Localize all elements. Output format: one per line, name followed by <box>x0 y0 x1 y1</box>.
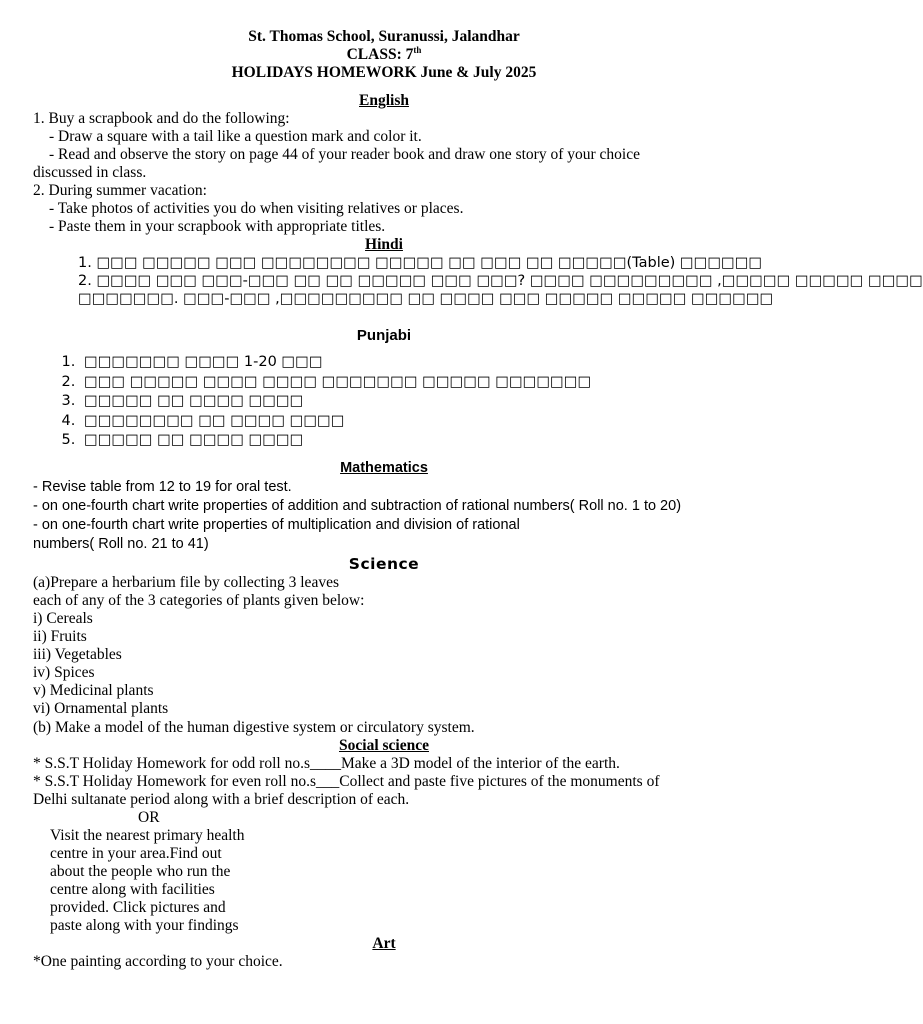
document-title: HOLIDAYS HOMEWORK June & July 2025 <box>231 64 537 81</box>
mathematics-line: - on one-fourth chart write properties of addition and subtraction of rational numbers( Roll no. 1 to 20) <box>33 497 682 514</box>
science-line: each of any of the 3 categories of plants given below: <box>33 591 365 609</box>
social-science-line: Delhi sultanate period along with a brief description of each. <box>33 790 410 808</box>
mathematics-section <box>0 459 768 554</box>
english-line: 2. During summer vacation: <box>33 182 207 199</box>
health-line: centre along with facilities <box>50 880 215 898</box>
hindi-line: □□□□□□□. □□□-□□□ ,□□□□□□□□□ □□ □□□□ □□□ □□□□□ □□□□□ □□□□□□ <box>78 291 774 307</box>
english-body <box>0 110 768 236</box>
english-section <box>0 92 768 236</box>
hindi-section <box>0 236 923 308</box>
english-line: 1. Buy a scrapbook and do the following: <box>33 110 290 127</box>
art-heading: Art <box>372 934 396 952</box>
punjabi-item: 1. □□□□□□□ □□□□ 1-20 □□□ <box>80 353 768 373</box>
hindi-line: 2. □□□□ □□□ □□□-□□□ □□ □□ □□□□□ □□□ □□□? □□□□ □□□□□□□□□ ,□□□□□ □□□□□ □□□□ <box>78 273 923 289</box>
punjabi-item: 4. □□□□□□□□ □□ □□□□ □□□□ <box>80 412 768 432</box>
punjabi-item: 3. □□□□□ □□ □□□□ □□□□ <box>80 392 768 412</box>
english-line: - Read and observe the story on page 44 of your reader book and draw one story of your choice <box>49 146 640 163</box>
mathematics-heading: Mathematics <box>340 459 428 476</box>
health-line: centre in your area.Find out <box>50 844 222 862</box>
science-line: (a)Prepare a herbarium file by collecting 3 leaves <box>33 573 339 591</box>
class-line: CLASS: 7th <box>346 44 422 63</box>
art-line: *One painting according to your choice. <box>33 952 283 970</box>
health-line: about the people who run the <box>50 862 231 880</box>
science-section <box>0 554 768 737</box>
english-line: discussed in class. <box>33 164 147 181</box>
social-science-line: * S.S.T Holiday Homework for even roll no.s___Collect and paste five pictures of the monuments of <box>33 772 660 790</box>
english-line: - Paste them in your scrapbook with appropriate titles. <box>49 218 386 235</box>
art-body <box>0 953 768 971</box>
health-line: paste along with your findings <box>50 916 239 934</box>
punjabi-heading: Punjabi <box>356 327 412 344</box>
science-line: iii) Vegetables <box>33 645 122 663</box>
mathematics-line: - Revise table from 12 to 19 for oral test. <box>33 478 292 495</box>
social-science-body <box>0 755 768 935</box>
english-heading: English <box>359 92 409 109</box>
english-line: - Draw a square with a tail like a question mark and color it. <box>49 128 422 145</box>
school-name: St. Thomas School, Suranussi, Jalandhar <box>248 28 520 45</box>
hindi-body <box>0 254 923 308</box>
social-science-heading: Social science <box>339 736 429 754</box>
science-heading: Science <box>348 554 420 573</box>
social-science-line: * S.S.T Holiday Homework for odd roll no.s____Make a 3D model of the interior of the earth. <box>33 754 620 772</box>
science-body <box>0 574 768 737</box>
hindi-line: 1. □□□ □□□□□ □□□ □□□□□□□□ □□□□□ □□ □□□ □□ □□□□□(Table) □□□□□□ <box>78 255 763 271</box>
english-line: - Take photos of activities you do when visiting relatives or places. <box>49 200 464 217</box>
punjabi-item: 2. □□□ □□□□□ □□□□ □□□□ □□□□□□□ □□□□□ □□□□□□□ <box>80 373 768 393</box>
science-line: vi) Ornamental plants <box>33 699 169 717</box>
health-line: provided. Click pictures and <box>50 898 226 916</box>
mathematics-line: - on one-fourth chart write properties of multiplication and division of rational <box>33 516 520 533</box>
science-line: iv) Spices <box>33 663 95 681</box>
or-label: OR <box>138 808 160 826</box>
hindi-heading: Hindi <box>365 236 403 253</box>
science-line: (b) Make a model of the human digestive system or circulatory system. <box>33 718 475 736</box>
document-header <box>0 28 768 82</box>
punjabi-list <box>0 353 768 451</box>
science-line: v) Medicinal plants <box>33 681 154 699</box>
science-line: ii) Fruits <box>33 627 87 645</box>
punjabi-section <box>0 326 768 451</box>
science-line: i) Cereals <box>33 609 93 627</box>
art-section <box>0 935 768 971</box>
mathematics-body <box>0 478 768 554</box>
social-science-section <box>0 737 768 935</box>
mathematics-line: numbers( Roll no. 21 to 41) <box>33 535 209 552</box>
health-centre-task <box>33 827 768 935</box>
health-line: Visit the nearest primary health <box>50 826 245 844</box>
punjabi-item: 5. □□□□□ □□ □□□□ □□□□ <box>80 431 768 451</box>
